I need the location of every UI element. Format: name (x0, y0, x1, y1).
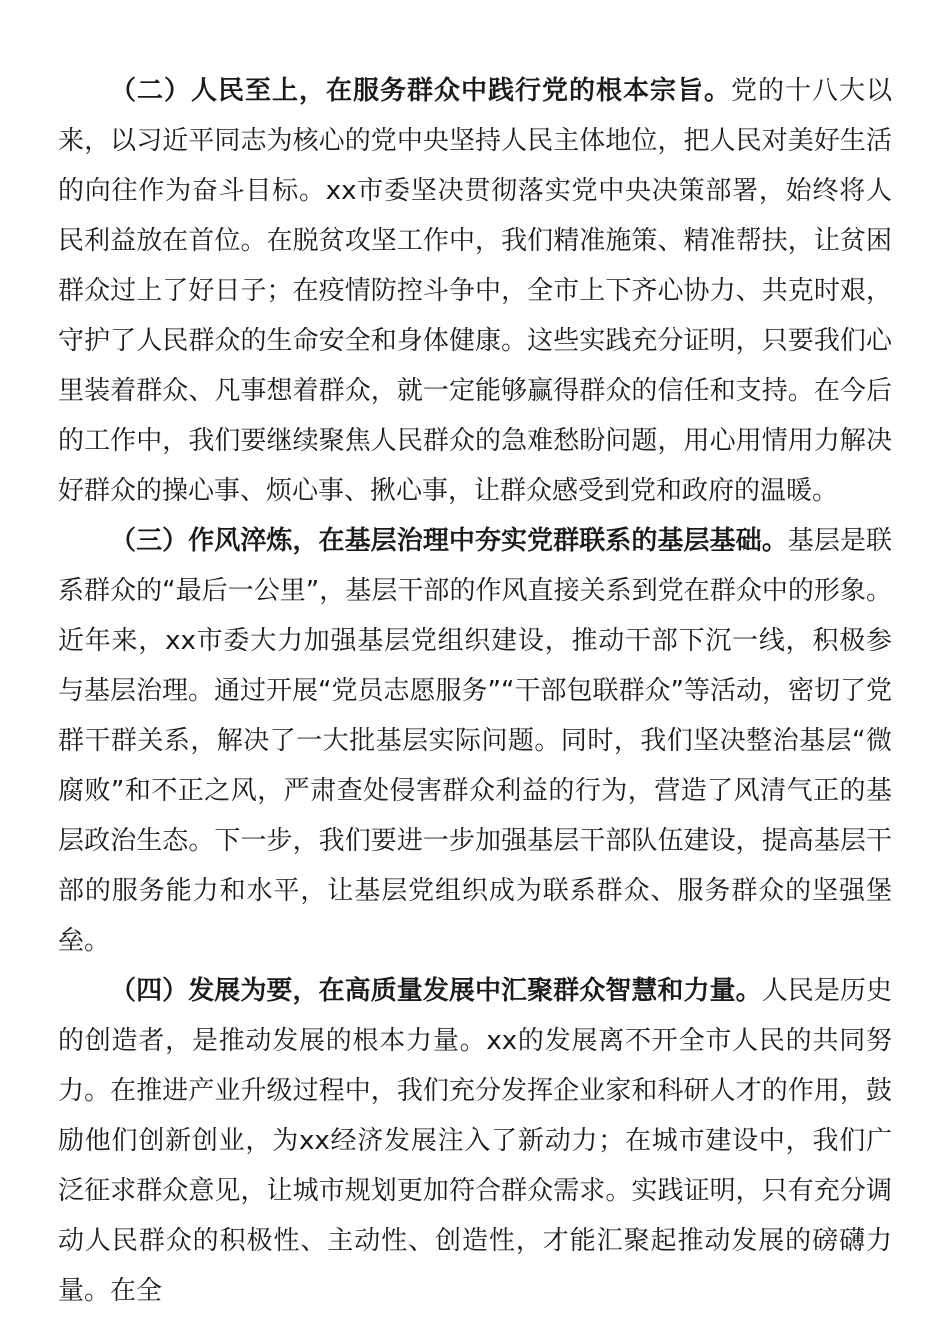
paragraph-text: 人民是历史的创造者，是推动发展的根本力量。xx的发展离不开全市人民的共同努力。在推进产业升级过程中，我们充分发挥企业家和科研人才的作用，鼓励他们创新创业，为xx经济发展注入了新动力；在城市建设中，我们广泛征求群众意见，让城市规划更加符合群众需求。实践证明，只有充分调动人民群众的积极性、主动性、创造性，才能汇聚起推动发展的磅礴力量。在全 (58, 976, 892, 1306)
document-body (58, 66, 892, 1316)
paragraph-heading: （三）作风淬炼，在基层治理中夯实党群联系的基层基础。 (110, 526, 788, 556)
paragraph-heading: （四）发展为要，在高质量发展中汇聚群众智慧和力量。 (110, 976, 762, 1006)
paragraph-grassroots-governance (58, 516, 892, 966)
paragraph-heading: （二）人民至上，在服务群众中践行党的根本宗旨。 (110, 76, 731, 106)
paragraph-text: 党的十八大以来，以习近平同志为核心的党中央坚持人民主体地位，把人民对美好生活的向往作为奋斗目标。xx市委坚决贯彻落实党中央决策部署，始终将人民利益放在首位。在脱贫攻坚工作中，我们精准施策、精准帮扶，让贫困群众过上了好日子；在疫情防控斗争中，全市上下齐心协力、共克时艰，守护了人民群众的生命安全和身体健康。这些实践充分证明，只要我们心里装着群众、凡事想着群众，就一定能够赢得群众的信任和支持。在今后的工作中，我们要继续聚焦人民群众的急难愁盼问题，用心用情用力解决好群众的操心事、烦心事、揪心事，让群众感受到党和政府的温暖。 (58, 76, 892, 506)
paragraph-high-quality-development (58, 966, 892, 1316)
paragraph-service-masses (58, 66, 892, 516)
paragraph-text: 基层是联系群众的“最后一公里”，基层干部的作风直接关系到党在群众中的形象。近年来，xx市委大力加强基层党组织建设，推动干部下沉一线，积极参与基层治理。通过开展“党员志愿服务”“干部包联群众”等活动，密切了党群干群关系，解决了一大批基层实际问题。同时，我们坚决整治基层“微腐败”和不正之风，严肃查处侵害群众利益的行为，营造了风清气正的基层政治生态。下一步，我们要进一步加强基层干部队伍建设，提高基层干部的服务能力和水平，让基层党组织成为联系群众、服务群众的坚强堡垒。 (58, 526, 892, 956)
